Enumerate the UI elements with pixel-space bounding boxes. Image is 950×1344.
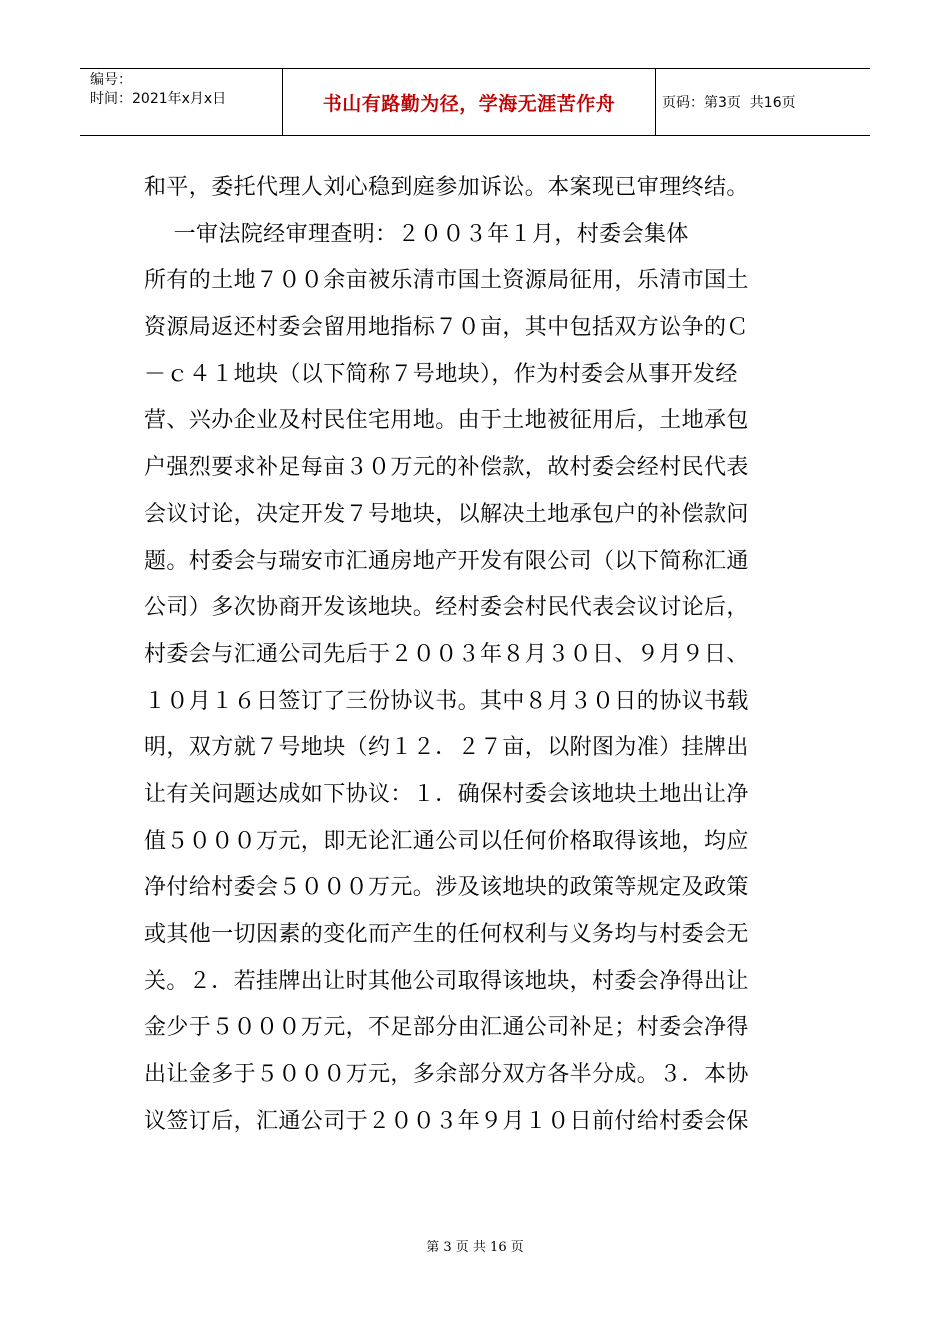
- body-line: 公司）多次协商开发该地块。经村委会村民代表会议讨论后，: [144, 595, 749, 621]
- document-time-label: 时间：2021年x月x日: [90, 91, 227, 107]
- body-line: 金少于５０００万元，不足部分由汇通公司补足；村委会净得: [144, 1015, 749, 1041]
- header-info-cell: [80, 69, 283, 135]
- body-line: 所有的土地７００余亩被乐清市国土资源局征用，乐清市国土: [144, 268, 749, 294]
- body-line: 题。村委会与瑞安市汇通房地产开发有限公司（以下简称汇通: [144, 548, 749, 574]
- body-line: 净付给村委会５０００万元。涉及该地块的政策等规定及政策: [144, 875, 749, 901]
- body-line: －ｃ４１地块（以下简称７号地块），作为村委会从事开发经: [144, 361, 738, 387]
- body-line: 值５０００万元，即无论汇通公司以任何价格取得该地，均应: [144, 828, 749, 854]
- body-line: 营、兴办企业及村民住宅用地。由于土地被征用后，土地承包: [144, 408, 749, 434]
- document-number-label: 编号：: [90, 72, 132, 88]
- header-page-number: 页码：第3页 共16页: [662, 95, 796, 111]
- header-motto: 书山有路勤为径，学海无涯苦作舟: [283, 69, 656, 135]
- page-footer: 第 3 页 共 16 页: [426, 1240, 524, 1255]
- body-line: 会议讨论，决定开发７号地块，以解决土地承包户的补偿款问: [144, 501, 749, 527]
- body-line: 户强烈要求补足每亩３０万元的补偿款，故村委会经村民代表: [144, 455, 749, 481]
- page-header: [80, 68, 870, 136]
- body-line: 让有关问题达成如下协议：１．确保村委会该地块土地出让净: [144, 781, 749, 807]
- body-line: 和平，委托代理人刘心稳到庭参加诉讼。本案现已审理终结。: [144, 175, 749, 200]
- body-line: １０月１６日签订了三份协议书。其中８月３０日的协议书载: [144, 688, 749, 714]
- body-line: 村委会与汇通公司先后于２００３年８月３０日、９月９日、: [144, 641, 749, 667]
- header-page-cell: [656, 69, 870, 135]
- body-line: 关。２．若挂牌出让时其他公司取得该地块，村委会净得出让: [144, 968, 749, 994]
- body-line: 出让金多于５０００万元，多余部分双方各半分成。３．本协: [144, 1062, 749, 1088]
- body-line: 一审法院经审理查明：２００３年１月，村委会集体: [144, 221, 689, 247]
- body-line: 明，双方就７号地块（约１２．２７亩，以附图为准）挂牌出: [144, 735, 749, 761]
- body-line: 或其他一切因素的变化而产生的任何权利与义务均与村委会无: [144, 922, 749, 947]
- body-line: 议签订后，汇通公司于２００３年９月１０日前付给村委会保: [144, 1108, 749, 1134]
- body-line: 资源局返还村委会留用地指标７０亩，其中包括双方讼争的Ｃ: [144, 315, 749, 341]
- document-body: [144, 165, 804, 1145]
